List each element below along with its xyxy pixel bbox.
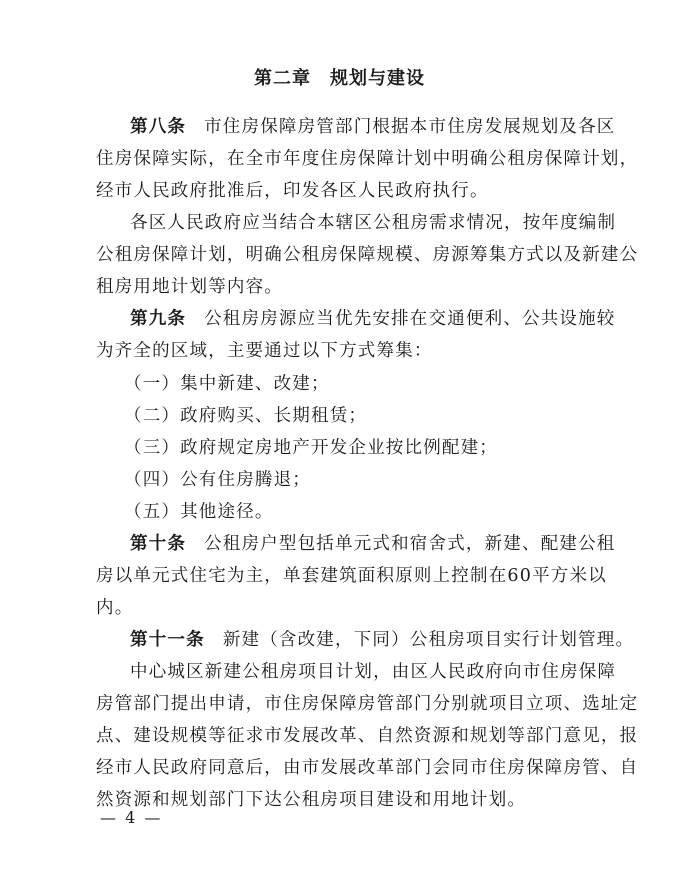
article-10-line-1 (130, 533, 616, 555)
page-number: — 4 — (100, 808, 163, 827)
article-11-text-1: 新建（含改建，下同）公租房项目实行计划管理。 (222, 630, 635, 650)
article-9-text-1: 公租房房源应当优先安排在交通便利、公共设施较 (204, 309, 616, 329)
article-8-para2-line-3: 租房用地计划等内容。 (96, 277, 283, 297)
article-8-text-1: 市住房保障房管部门根据本市住房发展规划及各区 (204, 117, 616, 137)
article-8-line-2: 住房保障实际，在全市年度住房保障计划中明确公租房保障计划， (96, 149, 639, 169)
article-9-item-1: （一）集中新建、改建； (124, 374, 330, 394)
article-8-line-3: 经市人民政府批准后，印发各区人民政府执行。 (96, 181, 489, 201)
chapter-title: 第二章 规划与建设 (254, 68, 425, 89)
article-11-para2-line-1: 中心城区新建公租房项目计划，由区人民政府向市住房保障 (130, 662, 617, 682)
article-11-para2-line-5: 然资源和规划部门下达公租房项目建设和用地计划。 (96, 790, 527, 810)
article-11-line-1 (130, 629, 634, 651)
article-8-para2-line-1: 各区人民政府应当结合本辖区公租房需求情况，按年度编制 (130, 213, 617, 233)
article-9-line-1 (130, 308, 616, 330)
article-9-item-4: （四）公有住房腾退； (124, 470, 311, 490)
article-10-line-3: 内。 (96, 598, 134, 618)
article-9-line-2: 为齐全的区域，主要通过以下方式筹集： (96, 341, 433, 361)
article-11-label: 第十一条 (130, 630, 205, 650)
article-8-label: 第八条 (130, 117, 187, 137)
article-10-label: 第十条 (130, 534, 187, 554)
article-9-item-5: （五）其他途径。 (124, 502, 274, 522)
article-8-para2-line-2: 公租房保障计划，明确公租房保障规模、房源筹集方式以及新建公 (96, 245, 639, 265)
article-9-item-3: （三）政府规定房地产开发企业按比例配建； (124, 438, 498, 458)
article-8-line-1 (130, 116, 616, 138)
article-9-item-2: （二）政府购买、长期租赁； (124, 406, 368, 426)
article-9-label: 第九条 (130, 309, 187, 329)
article-10-line-2: 房以单元式住宅为主，单套建筑面积原则上控制在60平方米以 (96, 566, 607, 586)
article-10-text-1: 公租房户型包括单元式和宿舍式，新建、配建公租 (204, 534, 616, 554)
article-11-para2-line-2: 房管部门提出申请，市住房保障房管部门分别就项目立项、选址定 (96, 694, 639, 714)
article-11-para2-line-3: 点、建设规模等征求市发展改革、自然资源和规划等部门意见，报 (96, 726, 639, 746)
article-11-para2-line-4: 经市人民政府同意后，由市发展改革部门会同市住房保障房管、自 (96, 758, 639, 778)
